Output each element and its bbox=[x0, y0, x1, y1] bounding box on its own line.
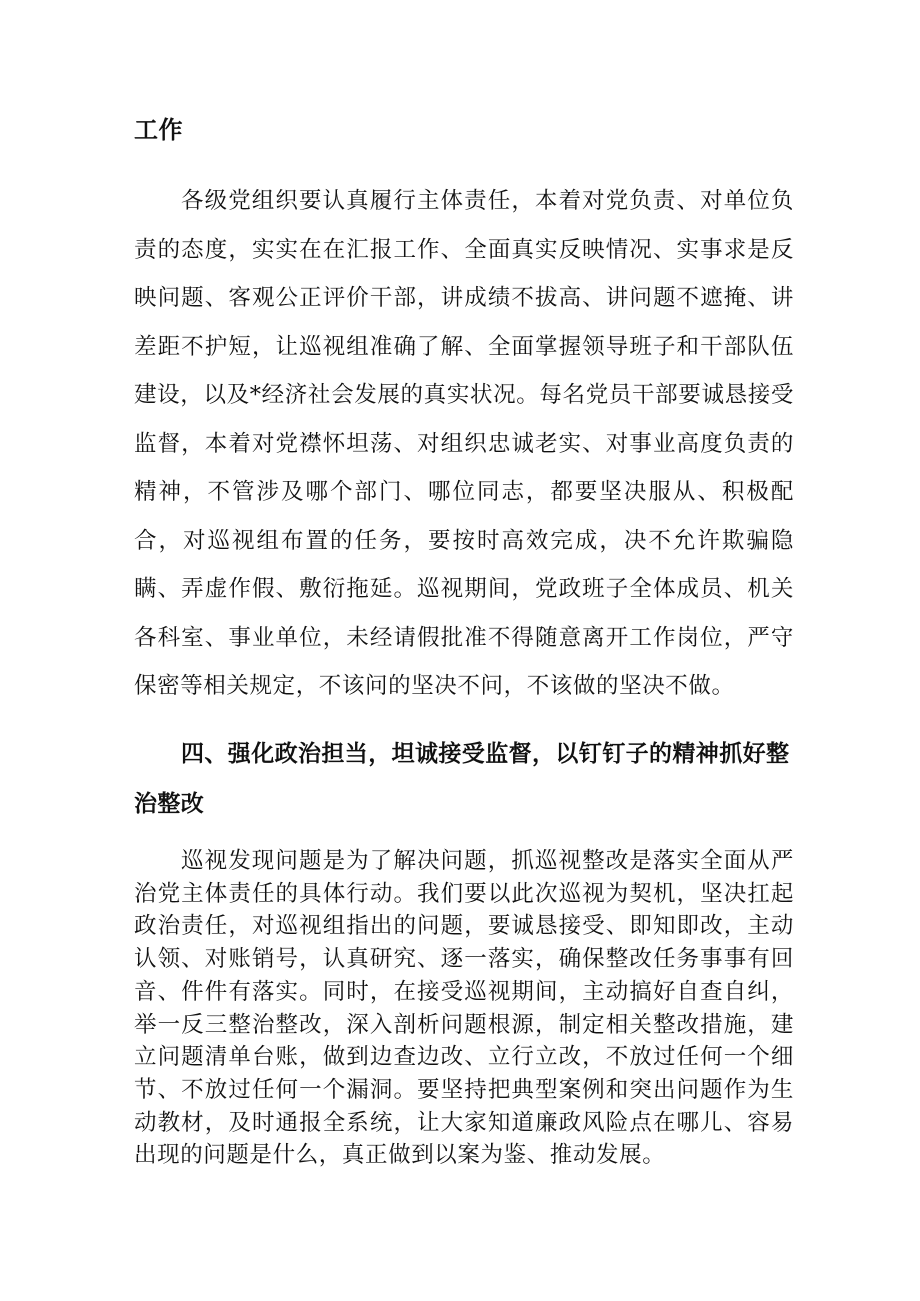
section-heading-4: 四、强化政治担当，坦诚接受监督，以钉钉子的精神抓好整治整改 bbox=[134, 741, 790, 817]
body-paragraph-1: 各级党组织要认真履行主体责任，本着对党负责、对单位负责的态度，实实在在汇报工作、全面真实反映情况、实事求是反映问题、客观公正评价干部，讲成绩不拔高、讲问题不遮掩、讲差距不护短，让巡视组准确了解、全面掌握领导班子和干部队伍建设，以及*经济社会发展的真实状况。每名党员干部要诚恳接受监督，本着对党襟怀坦荡、对组织忠诚老实、对事业高度负责的精神，不管涉及哪个部门、哪位同志，都要坚决服从、积极配合，对巡视组布置的任务，要按时高效完成，决不允许欺骗隐瞒、弄虚作假、敷衍拖延。巡视期间，党政班子全体成员、机关各科室、事业单位，未经请假批准不得随意离开工作岗位，严守保密等相关规定，不该问的坚决不问，不该做的坚决不做。 bbox=[134, 188, 794, 699]
body-paragraph-2: 巡视发现问题是为了解决问题，抓巡视整改是落实全面从严治党主体责任的具体行动。我们要以此次巡视为契机，坚决扛起政治责任，对巡视组指出的问题，要诚恳接受、即知即改，主动认领、对账销号，认真研究、逐一落实，确保整改任务事事有回音、件件有落实。同时，在接受巡视期间，主动搞好自查自纠，举一反三整治整改，深入剖析问题根源，制定相关整改措施，建立问题清单台账，做到边查边改、立行立改，不放过任何一个细节、不放过任何一个漏洞。要坚持把典型案例和突出问题作为生动教材，及时通报全系统，让大家知道廉政风险点在哪儿、容易出现的问题是什么，真正做到以案为鉴、推动发展。 bbox=[134, 848, 794, 1169]
continued-heading: 工作 bbox=[134, 116, 183, 144]
